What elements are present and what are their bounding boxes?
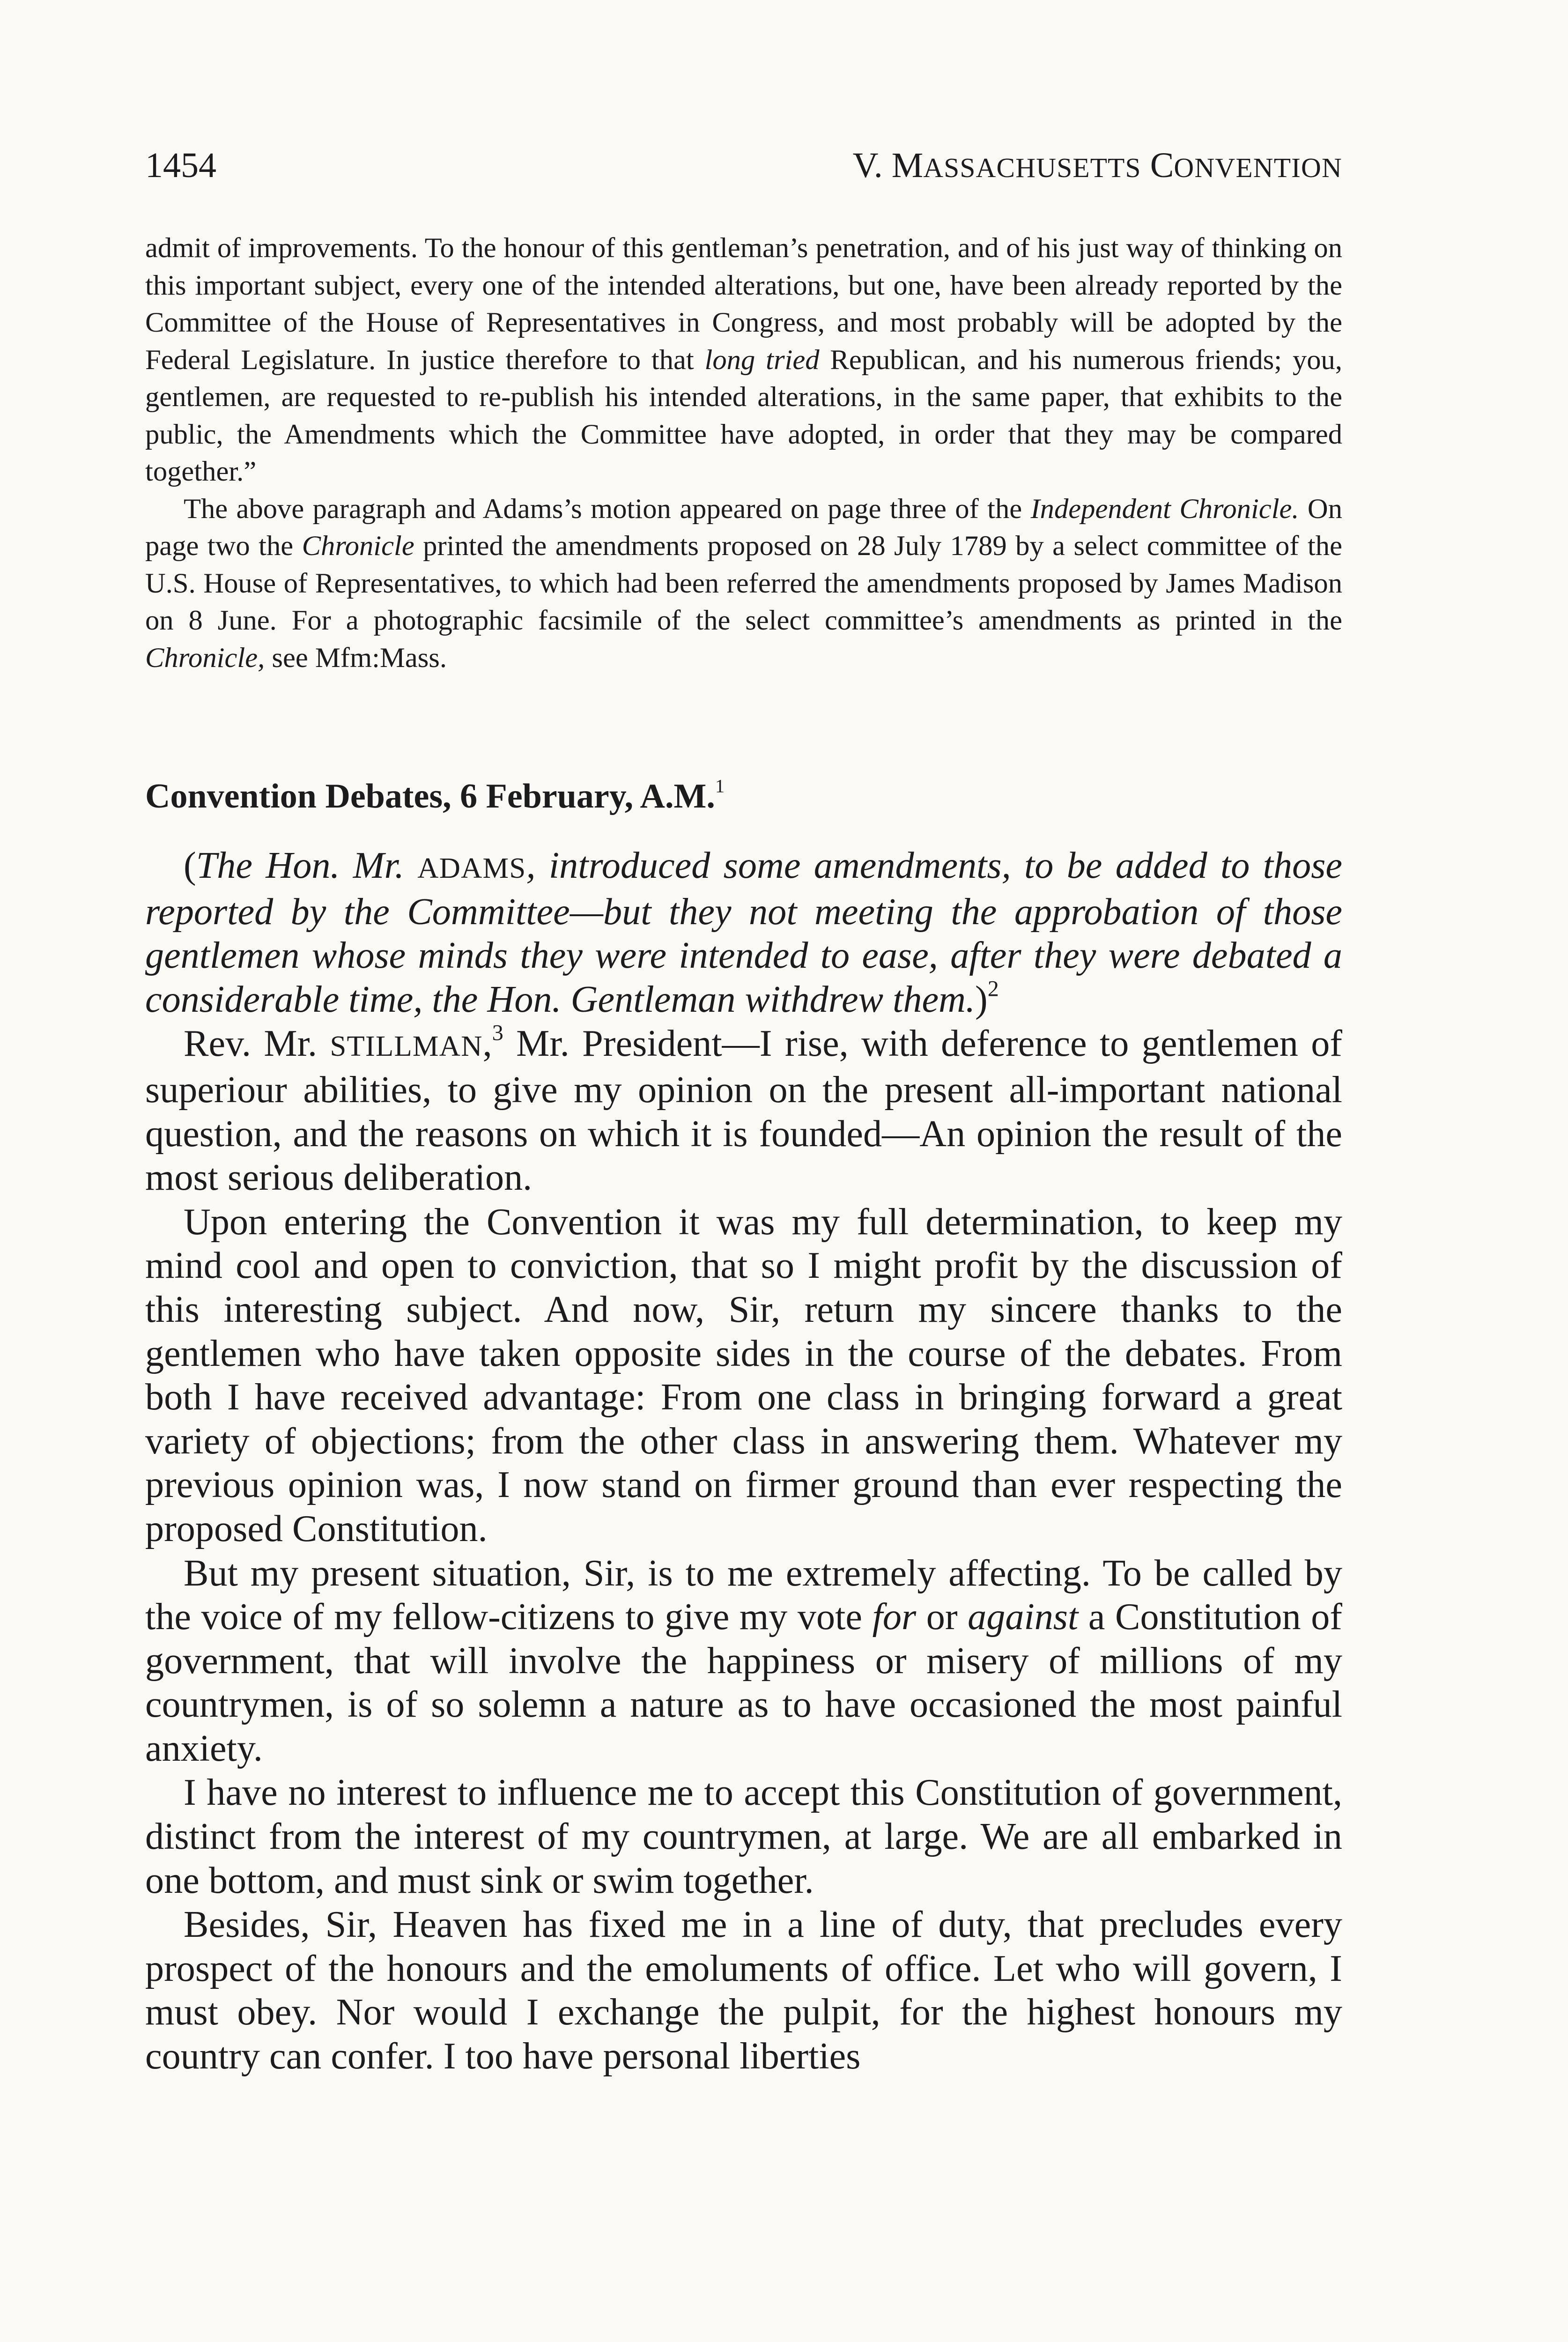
speech-paragraph: But my present situation, Sir, is to me extremely affecting. To be called by the voice of my fellow-citizens to give my vote for or against a Constitution of government, that will involve the happiness or misery of millions of my countrymen, is of so solemn a nature as to have occasioned the most painful anxiety.	[145, 1552, 1342, 1769]
section-heading: Convention Debates, 6 February, A.M.$^1$	[145, 775, 725, 815]
running-title: V. MASSACHUSETTS CONVENTION	[852, 146, 1342, 185]
debate-body	[145, 844, 1342, 2079]
bracketed-note-paragraph: (The Hon. Mr. ADAMS, introduced some amendments, to be added to those reported by the Committee—but they not meeting the approbation of those gentlemen whose minds they were intended to ease, after they were debated a considerable time, the Hon. Gentleman withdrew them.)$^2$	[145, 845, 1342, 1020]
page-number: 1454	[145, 146, 216, 185]
headnote-continuation	[145, 230, 1342, 676]
running-head	[145, 140, 1342, 191]
speech-paragraph: Rev. Mr. STILLMAN,$^3$ Mr. President—I rise, with deference to gentlemen of superiour abilities, to give my opinion on the present all-important national question, and the reasons on which it is founded—An opinion the result of the most serious deliberation.	[145, 1020, 1342, 1199]
speech-paragraph: Upon entering the Convention it was my full determination, to keep my mind cool and open to conviction, that so I might profit by the discussion of this interesting subject. And now, Sir, return my sincere thanks to the gentlemen who have taken opposite sides in the course of the debates. From both I have received advantage: From one class in bringing forward a great variety of objections; from the other class in answering them. Whatever my previous opinion was, I now stand on firmer ground than ever respecting the proposed Constitution.	[145, 1201, 1342, 1549]
speech-paragraph: Besides, Sir, Heaven has fixed me in a line of duty, that precludes every prospect of the honours and the emoluments of office. Let who will govern, I must obey. Nor would I exchange the pulpit, for the highest honours my country can confer. I too have personal liberties	[145, 1904, 1342, 2077]
footnote-ref-3: 3	[492, 1020, 503, 1045]
headnote-quote-paragraph: admit of improvements. To the honour of this gentleman’s penetration, and of his just way of thinking on this important subject, every one of the intended alterations, but one, have been already reported by the Committee of the House of Representatives in Congress, and most probably will be adopted by the Federal Legislature. In justice therefore to that long tried Republican, and his numerous friends; you, gentlemen, are requested to re-publish his intended alterations, in the same paper, that exhibits to the public, the Amendments which the Committee have adopted, in order that they may be compared together.”	[145, 232, 1342, 487]
footnote-ref-1: 1	[715, 775, 725, 797]
footnote-ref-2: 2	[987, 976, 999, 1001]
speech-paragraph: I have no interest to influence me to accept this Constitution of government, distinct from the interest of my countrymen, at large. We are all embarked in one bottom, and must sink or swim together.	[145, 1772, 1342, 1901]
headnote-editorial-paragraph: The above paragraph and Adams’s motion appeared on page three of the Independent Chronicle. On page two the Chronicle printed the amendments proposed on 28 July 1789 by a select committee of the U.S. House of Representatives, to which had been referred the amendments proposed by James Madison on 8 June. For a photographic facsimile of the select committee’s amendments as printed in the Chronicle, see Mfm:Mass.	[145, 493, 1342, 674]
